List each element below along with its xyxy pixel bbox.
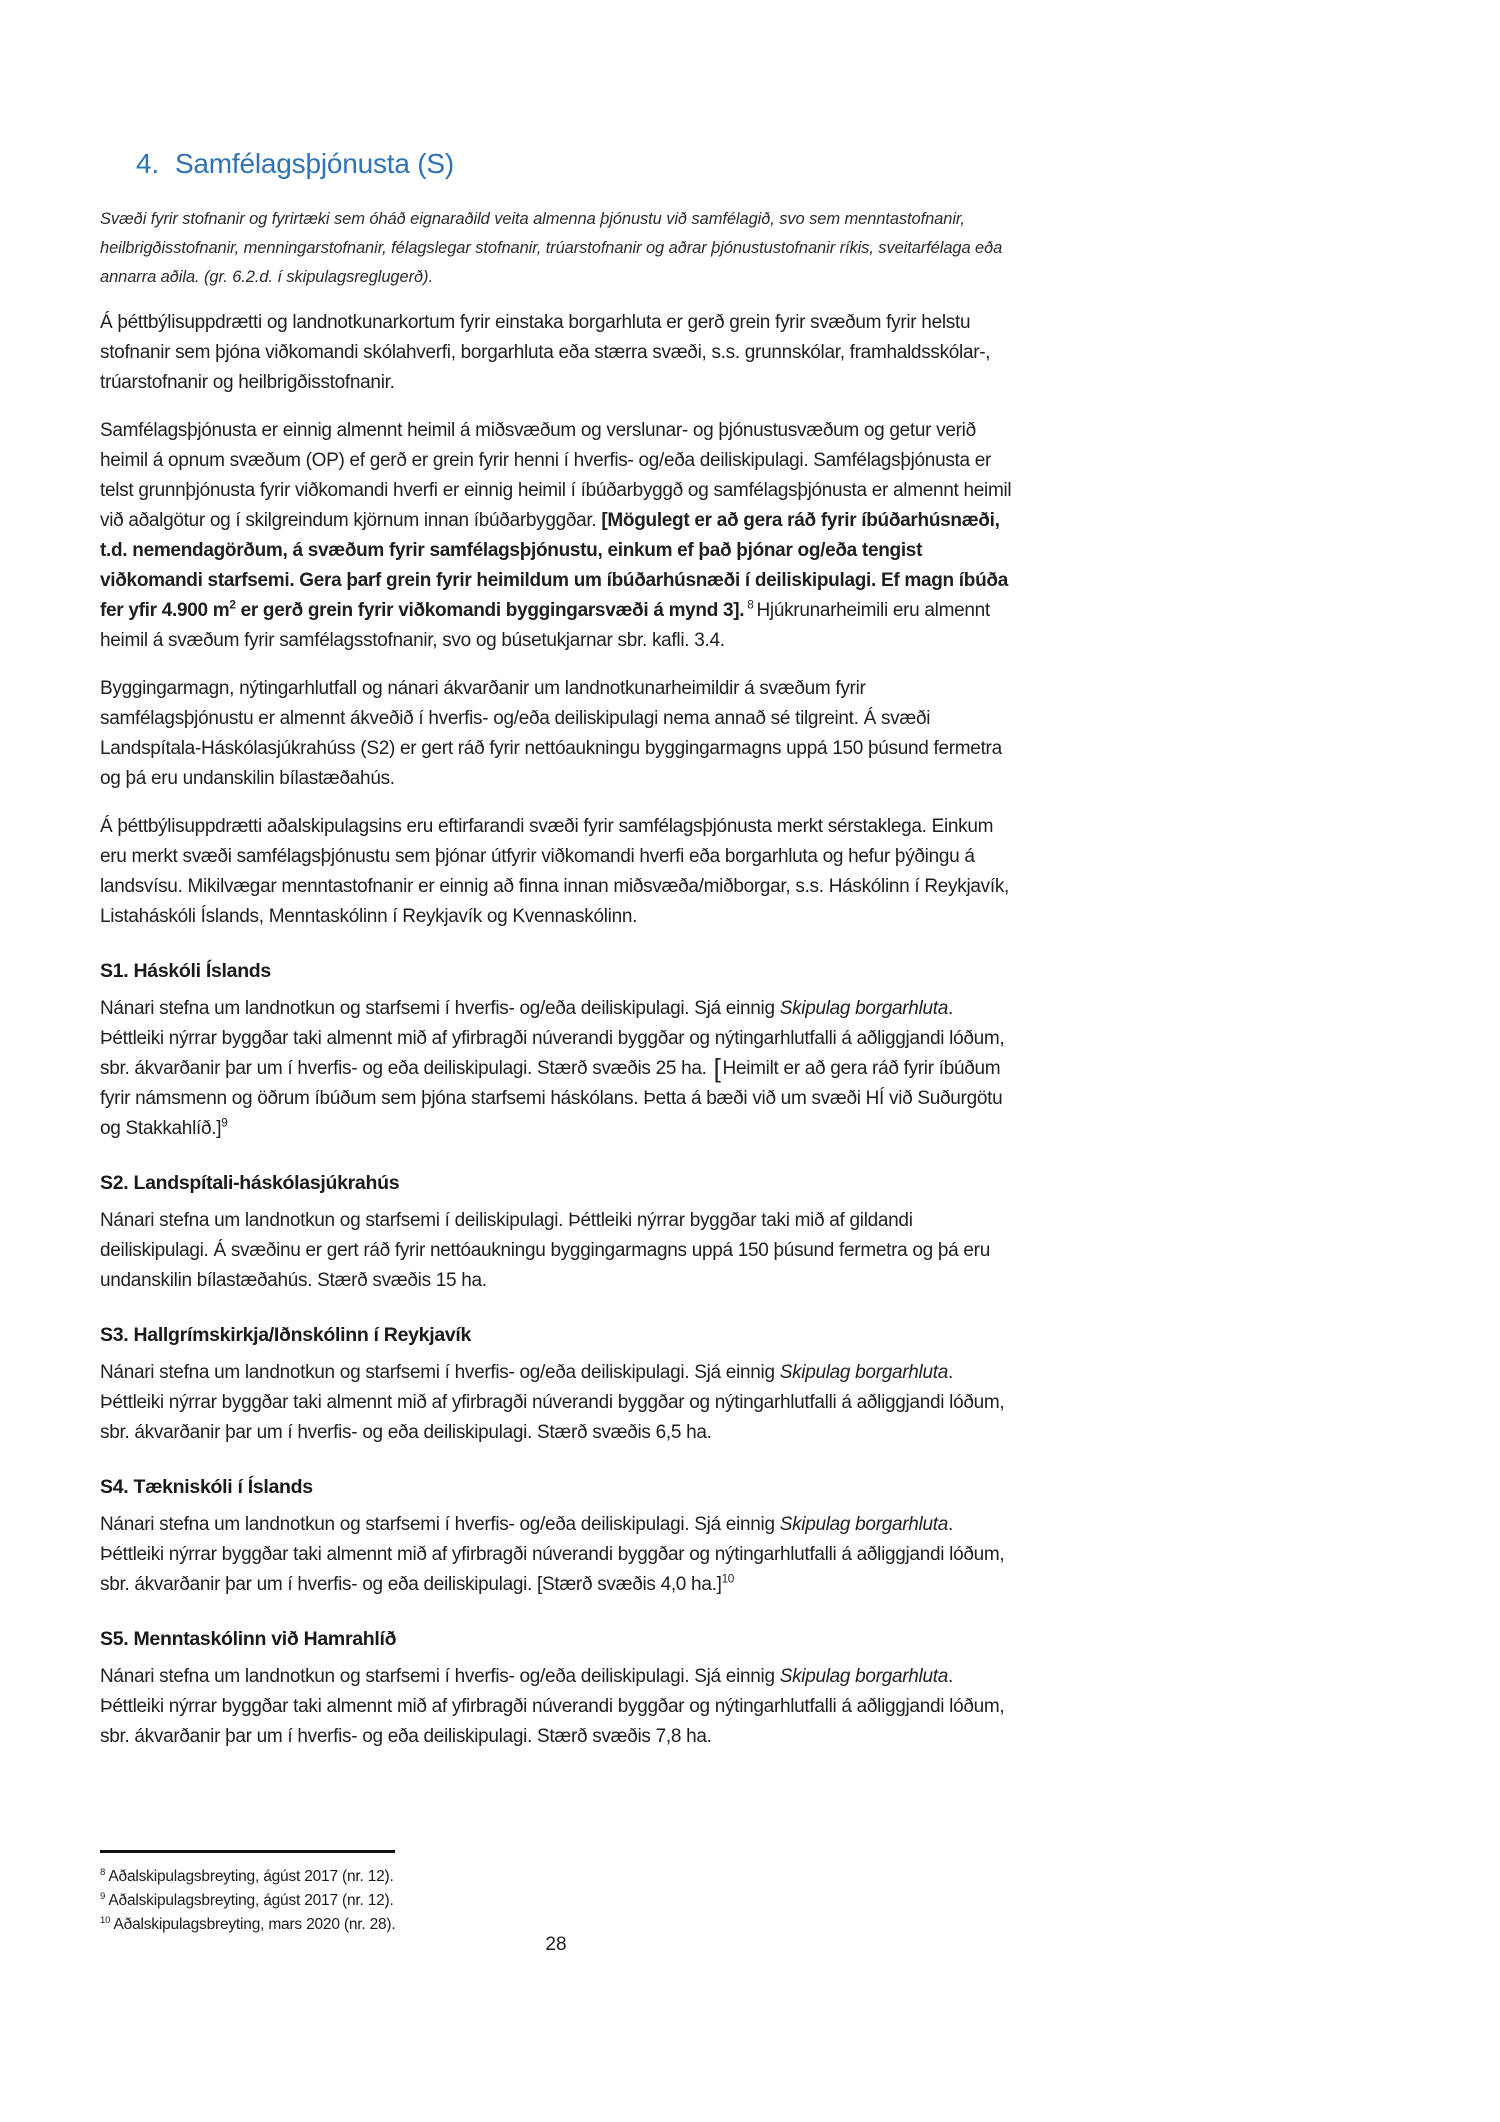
footnote-10-marker: 10 bbox=[100, 1914, 111, 1926]
subsection-body-s3: Nánari stefna um landnotkun og starfsemi í hverfis- og/eða deiliskipulagi. Sjá einnig Skipulag borgarhluta. Þéttleiki nýrrar byggðar taki almennt mið af yfirbragði núverandi byggðar og nýtingarhlutfalli á aðliggjandi lóðum, sbr. ákvarðanir þar um í hverfis- og eða deiliskipulagi. Stærð svæðis 6,5 ha. bbox=[100, 1362, 1005, 1443]
footnote-9 bbox=[100, 1889, 1012, 1913]
body-paragraph-3: Byggingarmagn, nýtingarhlutfall og nánari ákvarðanir um landnotkunarheimildir á svæðum fyrir samfélagsþjónustu er almennt ákveðið í hverfis- og/eða deiliskipulagi nema annað sé tilgreint. Á svæði Landspítala-Háskólasjúkrahúss (S2) er gert ráð fyrir nettóaukningu byggingarmagns uppá 150 þúsund fermetra og þá eru undanskilin bílastæðahús. bbox=[100, 678, 1002, 789]
text-column bbox=[100, 0, 1012, 1758]
heading-number: 4. bbox=[136, 148, 159, 179]
footnote-8 bbox=[100, 1865, 1012, 1889]
footnote-separator-rule bbox=[100, 1850, 395, 1853]
subsection-title-s1: S1. Háskóli Íslands bbox=[100, 960, 271, 982]
subsection-body-s5: Nánari stefna um landnotkun og starfsemi í hverfis- og/eða deiliskipulagi. Sjá einnig Skipulag borgarhluta. Þéttleiki nýrrar byggðar taki almennt mið af yfirbragði núverandi byggðar og nýtingarhlutfalli á aðliggjandi lóðum, sbr. ákvarðanir þar um í hverfis- og eða deiliskipulagi. Stærð svæðis 7,8 ha. bbox=[100, 1666, 1005, 1747]
intro-definition-paragraph: Svæði fyrir stofnanir og fyrirtæki sem óháð eignaraðild veita almenna þjónustu við samfélagið, svo sem menntastofnanir, heilbrigðisstofnanir, menningarstofnanir, félagslegar stofnanir, trúarstofnanir og aðrar þjónustustofnanir ríkis, sveitarfélaga eða annarra aðila. (gr. 6.2.d. í skipulagsreglugerð). bbox=[100, 210, 1003, 286]
subsection-body-s2: Nánari stefna um landnotkun og starfsemi í deiliskipulagi. Þéttleiki nýrrar byggðar taki mið af gildandi deiliskipulagi. Á svæðinu er gert ráð fyrir nettóaukningu byggingarmagns uppá 150 þúsund fermetra og þá eru undanskilin bílastæðahús. Stærð svæðis 15 ha. bbox=[100, 1210, 990, 1291]
body-paragraph-2: Samfélagsþjónusta er einnig almennt heimil á miðsvæðum og verslunar- og þjónustusvæðum og getur verið heimil á opnum svæðum (OP) ef gerð er grein fyrir henni í hverfis- og/eða deiliskipulagi. Samfélagsþjónusta er telst grunnþjónusta fyrir viðkomandi hverfi er einnig heimil í íbúðarbyggð og samfélagsþjónusta er almennt heimil við aðalgötur og í skilgreindum kjörnum innan íbúðarbyggðar. [Mögulegt er að gera ráð fyrir íbúðarhúsnæði, t.d. nemendagörðum, á svæðum fyrir samfélagsþjónustu, einkum ef það þjónar og/eða tengist viðkomandi starfsemi. Gera þarf grein fyrir heimildum um íbúðarhúsnæði í deiliskipulagi. Ef magn íbúða fer yfir 4.900 $m^2$ er gerð grein fyrir viðkomandi byggingarsvæði á mynd 3]. $^8$ Hjúkrunarheimili eru almennt heimil á svæðum fyrir samfélagsstofnanir, svo og búsetukjarnar sbr. kafli. 3.4. bbox=[100, 420, 1012, 651]
subsection-title-s5: S5. Menntaskólinn við Hamrahlíð bbox=[100, 1628, 397, 1650]
subsection-body-s4: Nánari stefna um landnotkun og starfsemi í hverfis- og/eða deiliskipulagi. Sjá einnig Skipulag borgarhluta. Þéttleiki nýrrar byggðar taki almennt mið af yfirbragði núverandi byggðar og nýtingarhlutfalli á aðliggjandi lóðum, sbr. ákvarðanir þar um í hverfis- og eða deiliskipulagi. [Stærð svæðis 4,0 ha.]$^{10}$ bbox=[100, 1514, 1005, 1595]
heading-title: Samfélagsþjónusta (S) bbox=[174, 148, 455, 179]
subsection-title-s3: S3. Hallgrímskirkja/Iðnskólinn í Reykjavík bbox=[100, 1324, 472, 1346]
footnote-9-text: Aðalskipulagsbreyting, ágúst 2017 (nr. 12). bbox=[105, 1892, 394, 1909]
subsection-body-s1: Nánari stefna um landnotkun og starfsemi í hverfis- og/eða deiliskipulagi. Sjá einnig Skipulag borgarhluta. Þéttleiki nýrrar byggðar taki almennt mið af yfirbragði núverandi byggðar og nýtingarhlutfalli á aðliggjandi lóðum, sbr. ákvarðanir þar um í hverfis- og eða deiliskipulagi. Stærð svæðis 25 ha. [ Heimilt er að gera ráð fyrir íbúðum fyrir námsmenn og öðrum íbúðum sem þjóna starfsemi háskólans. Þetta á bæði við um svæði HÍ við Suðurgötu og Stakkahlíð.]$^9$ bbox=[100, 998, 1005, 1139]
page-number: 28 bbox=[545, 1934, 567, 1955]
footnote-8-text: Aðalskipulagsbreyting, ágúst 2017 (nr. 12). bbox=[105, 1868, 394, 1885]
footnote-8-marker: 8 bbox=[100, 1866, 106, 1878]
subsection-title-s2: S2. Landspítali-háskólasjúkrahús bbox=[100, 1172, 400, 1194]
footnote-area bbox=[100, 1850, 1012, 1937]
footnote-10-text: Aðalskipulagsbreyting, mars 2020 (nr. 28). bbox=[110, 1916, 396, 1933]
section-heading bbox=[136, 147, 1012, 181]
subsection-title-s4: S4. Tækniskóli í Íslands bbox=[100, 1476, 313, 1498]
body-paragraph-1: Á þéttbýlisuppdrætti og landnotkunarkortum fyrir einstaka borgarhluta er gerð grein fyrir svæðum fyrir helstu stofnanir sem þjóna viðkomandi skólahverfi, borgarhluta eða stærra svæði, s.s. grunnskólar, framhaldsskólar-, trúarstofnanir og heilbrigðisstofnanir. bbox=[100, 312, 991, 393]
body-paragraph-4: Á þéttbýlisuppdrætti aðalskipulagsins eru eftirfarandi svæði fyrir samfélagsþjónusta merkt sérstaklega. Einkum eru merkt svæði samfélagsþjónustu sem þjónar útfyrir viðkomandi hverfi eða borgarhluta og hefur þýðingu á landsvísu. Mikilvægar menntastofnanir er einnig að finna innan miðsvæða/miðborgar, s.s. Háskólinn í Reykjavík, Listaháskóli Íslands, Menntaskólinn í Reykjavík og Kvennaskólinn. bbox=[100, 816, 1010, 927]
footnote-9-marker: 9 bbox=[100, 1890, 106, 1902]
